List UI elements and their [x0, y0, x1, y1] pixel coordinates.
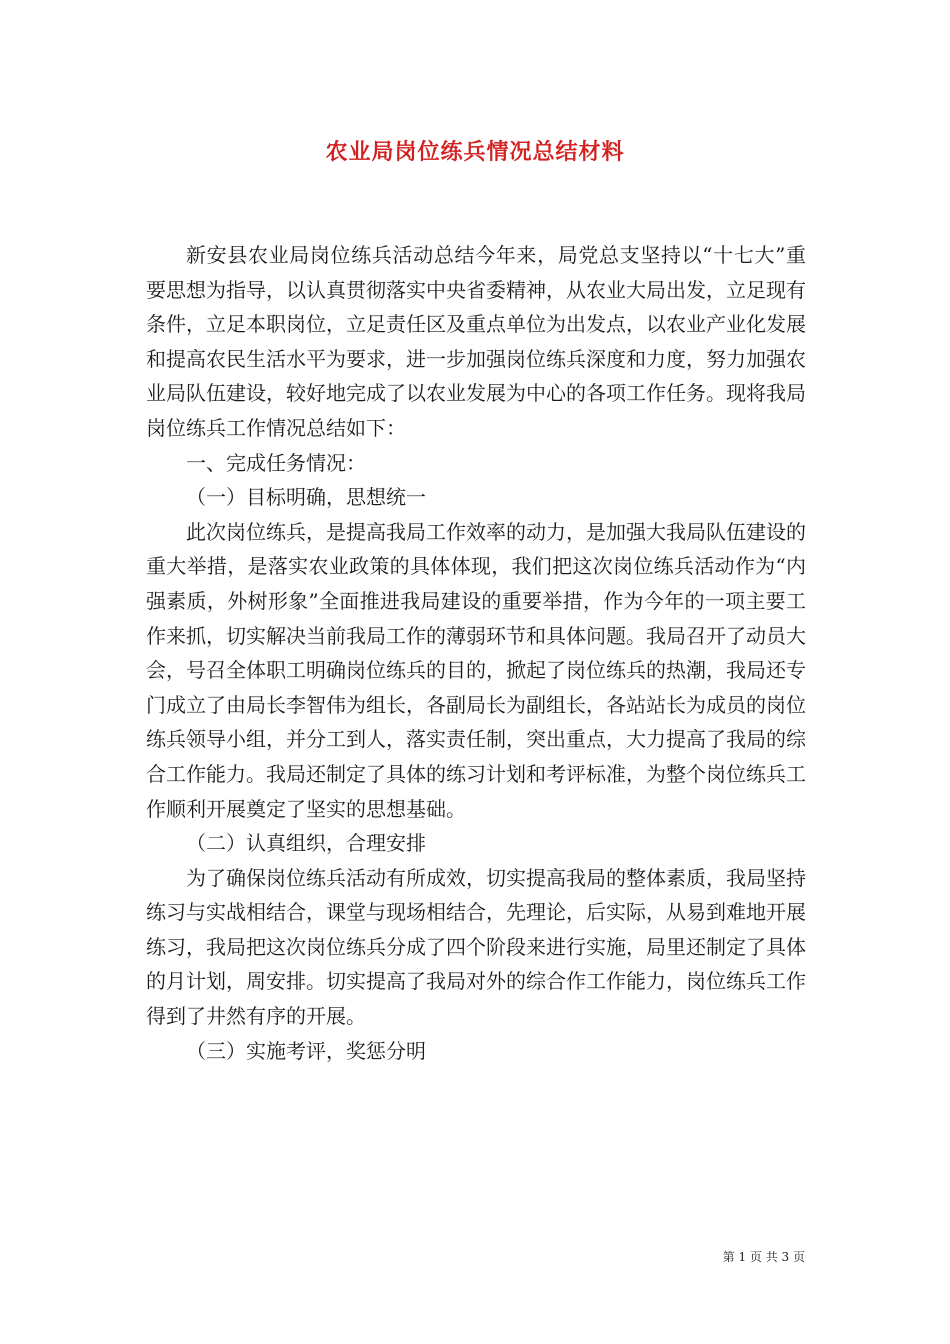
subsection-heading-1: （一）目标明确，思想统一: [186, 485, 426, 510]
section-heading-1: 一、完成任务情况：: [186, 450, 366, 475]
paragraph-2: 为了确保岗位练兵活动有所成效，切实提高我局的整体素质，我局坚持练习与实战相结合，课堂与现场相结合，先理论，后实际，从易到难地开展练习，我局把这次岗位练兵分成了四个阶段来进行实施，局里还制定了具体的月计划，周安排。切实提高了我局对外的综合作工作能力，岗位练兵工作得到了井然有序的开展。: [146, 865, 806, 1029]
document-body: [146, 238, 806, 1068]
intro-paragraph: 新安县农业局岗位练兵活动总结今年来，局党总支坚持以“十七大”重要思想为指导，以认真贯彻落实中央省委精神，从农业大局出发，立足现有条件，立足本职岗位，立足责任区及重点单位为出发点，以农业产业化发展和提高农民生活水平为要求，进一步加强岗位练兵深度和力度，努力加强农业局队伍建设，较好地完成了以农业发展为中心的各项工作任务。现将我局岗位练兵工作情况总结如下：: [146, 243, 806, 440]
paragraph-1: 此次岗位练兵，是提高我局工作效率的动力，是加强大我局队伍建设的重大举措，是落实农业政策的具体体现，我们把这次岗位练兵活动作为“内强素质，外树形象”全面推进我局建设的重要举措，作为今年的一项主要工作来抓，切实解决当前我局工作的薄弱环节和具体问题。我局召开了动员大会，号召全体职工明确岗位练兵的目的，掀起了岗位练兵的热潮，我局还专门成立了由局长李智伟为组长，各副局长为副组长，各站站长为成员的岗位练兵领导小组，并分工到人，落实责任制，突出重点，大力提高了我局的综合工作能力。我局还制定了具体的练习计划和考评标准，为整个岗位练兵工作顺利开展奠定了坚实的思想基础。: [146, 519, 806, 821]
subsection-heading-2: （二）认真组织，合理安排: [186, 831, 426, 856]
page-footer: 第 1 页 共 3 页: [722, 1250, 805, 1264]
document-title: 农业局岗位练兵情况总结材料: [325, 139, 625, 165]
subsection-heading-3: （三）实施考评，奖惩分明: [186, 1038, 426, 1063]
